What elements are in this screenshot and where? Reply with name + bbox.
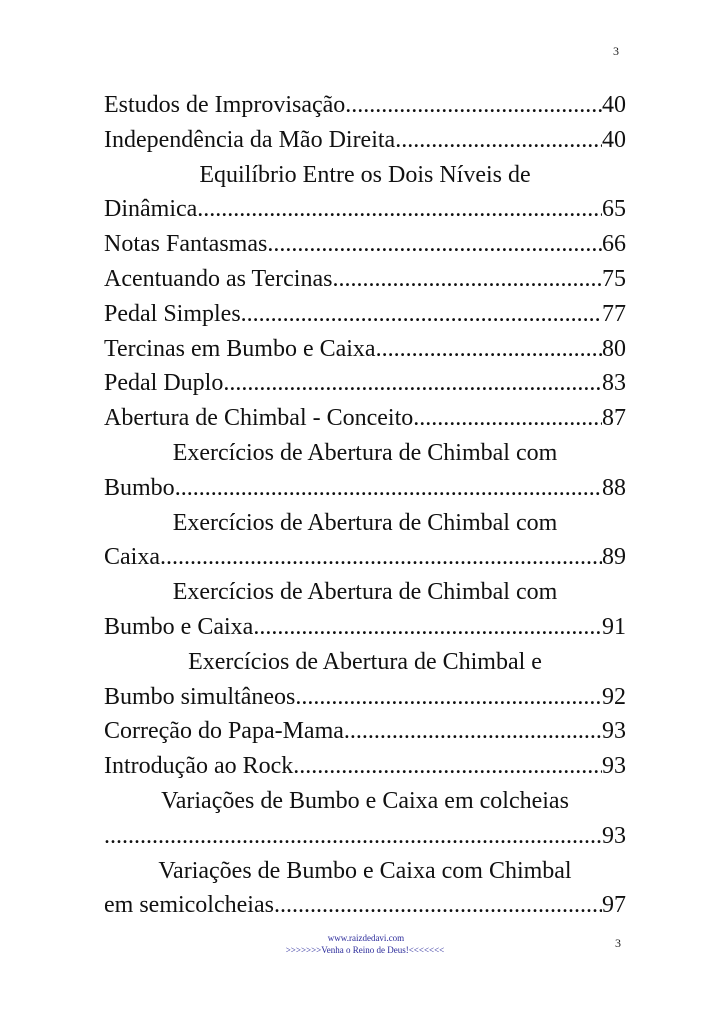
toc-entry[interactable] (104, 88, 626, 123)
toc-entry[interactable] (104, 227, 626, 262)
toc-entry-page: 77 (602, 300, 626, 327)
toc-entry-page: 88 (602, 474, 626, 501)
toc-entry-title: Independência da Mão Direita (104, 126, 396, 153)
toc-entry-title: Tercinas em Bumbo e Caixa (104, 335, 376, 362)
toc-entry-title: Bumbo simultâneos (104, 683, 296, 710)
toc-leader-dots (223, 366, 602, 401)
toc-entry[interactable] (104, 749, 626, 784)
toc-entry-page: 89 (602, 544, 626, 571)
toc-entry-title: Correção do Papa-Mama (104, 718, 344, 745)
toc-leader-dots (267, 227, 602, 262)
toc-entry-page: 80 (602, 335, 626, 362)
header-page-number: 3 (613, 44, 619, 58)
toc-entry[interactable] (104, 540, 626, 575)
toc-entry-page: 87 (602, 405, 626, 432)
toc-leader-dots (332, 262, 602, 297)
toc-entry[interactable] (104, 888, 626, 923)
toc-leader-dots (395, 123, 602, 158)
toc-leader-dots (197, 192, 602, 227)
toc-entry-title: Pedal Simples (104, 300, 241, 327)
footer-page-number: 3 (615, 936, 621, 950)
footer-motto: >>>>>>>Venha o Reino de Deus!<<<<<<< (285, 945, 445, 955)
toc-entry-page: 65 (602, 196, 626, 223)
toc-entry-title: Bumbo (104, 474, 175, 501)
toc-leader-dots (293, 749, 602, 784)
toc-entry[interactable] (104, 401, 626, 436)
toc-entry-title-continued[interactable]: Variações de Bumbo e Caixa com Chimbal (158, 857, 572, 884)
toc-entry-title: Pedal Duplo (104, 370, 224, 397)
toc-entry[interactable] (104, 680, 626, 715)
toc-entry[interactable] (104, 471, 626, 506)
toc-entry-page: 40 (602, 92, 626, 118)
toc-entry-page: 40 (602, 126, 626, 153)
toc-leader-dots (413, 401, 602, 436)
table-of-contents (104, 88, 626, 923)
toc-entry-title: Caixa (104, 544, 160, 571)
toc-entry-title-continued[interactable]: Variações de Bumbo e Caixa em colcheias (161, 787, 569, 814)
toc-entry-page: 66 (602, 231, 626, 258)
toc-entry-title: Abertura de Chimbal - Conceito (104, 405, 414, 432)
toc-entry-page: 92 (602, 683, 626, 710)
toc-entry-page: 91 (602, 613, 626, 640)
toc-entry-title-continued[interactable]: Equilíbrio Entre os Dois Níveis de (199, 161, 531, 188)
toc-entry-title-continued[interactable]: Exercícios de Abertura de Chimbal com (172, 509, 558, 536)
toc-leader-dots (253, 610, 602, 645)
toc-leader-dots (345, 88, 602, 123)
toc-entry-title: Dinâmica (104, 196, 198, 223)
toc-entry-title-continued[interactable]: Exercícios de Abertura de Chimbal e (188, 648, 542, 675)
toc-entry-title: Estudos de Improvisação (104, 92, 346, 118)
toc-entry-title: em semicolcheias (104, 892, 274, 919)
toc-entry-title: Introdução ao Rock (104, 753, 294, 780)
toc-entry[interactable] (104, 262, 626, 297)
toc-entry[interactable] (104, 610, 626, 645)
toc-leader-dots (160, 540, 602, 575)
toc-leader-dots (274, 888, 602, 923)
toc-entry-title-continued[interactable]: Exercícios de Abertura de Chimbal com (172, 579, 558, 606)
toc-entry-title: Bumbo e Caixa (104, 613, 254, 640)
toc-leader-dots (376, 332, 602, 367)
toc-entry-page: 93 (602, 718, 626, 745)
toc-entry-title: Acentuando as Tercinas (104, 265, 333, 292)
toc-entry-page: 83 (602, 370, 626, 397)
toc-leader-dots (104, 819, 602, 854)
toc-leader-dots (175, 471, 602, 506)
toc-entry-title: Notas Fantasmas (104, 231, 268, 258)
toc-entry-page: 93 (602, 753, 626, 780)
toc-leader-dots (295, 680, 602, 715)
toc-entry-title-continued[interactable]: Exercícios de Abertura de Chimbal com (172, 439, 558, 466)
toc-entry-page: 97 (602, 892, 626, 919)
toc-leader-dots (344, 714, 602, 749)
toc-entry[interactable] (104, 819, 626, 854)
toc-entry-page: 93 (602, 822, 626, 849)
toc-entry[interactable] (104, 366, 626, 401)
toc-entry[interactable] (104, 332, 626, 367)
toc-entry[interactable] (104, 123, 626, 158)
footer-website-link[interactable]: www.raizdedavi.com (327, 933, 405, 943)
toc-entry[interactable] (104, 297, 626, 332)
toc-leader-dots (241, 297, 602, 332)
toc-entry-page: 75 (602, 265, 626, 292)
toc-entry[interactable] (104, 714, 626, 749)
toc-entry[interactable] (104, 192, 626, 227)
